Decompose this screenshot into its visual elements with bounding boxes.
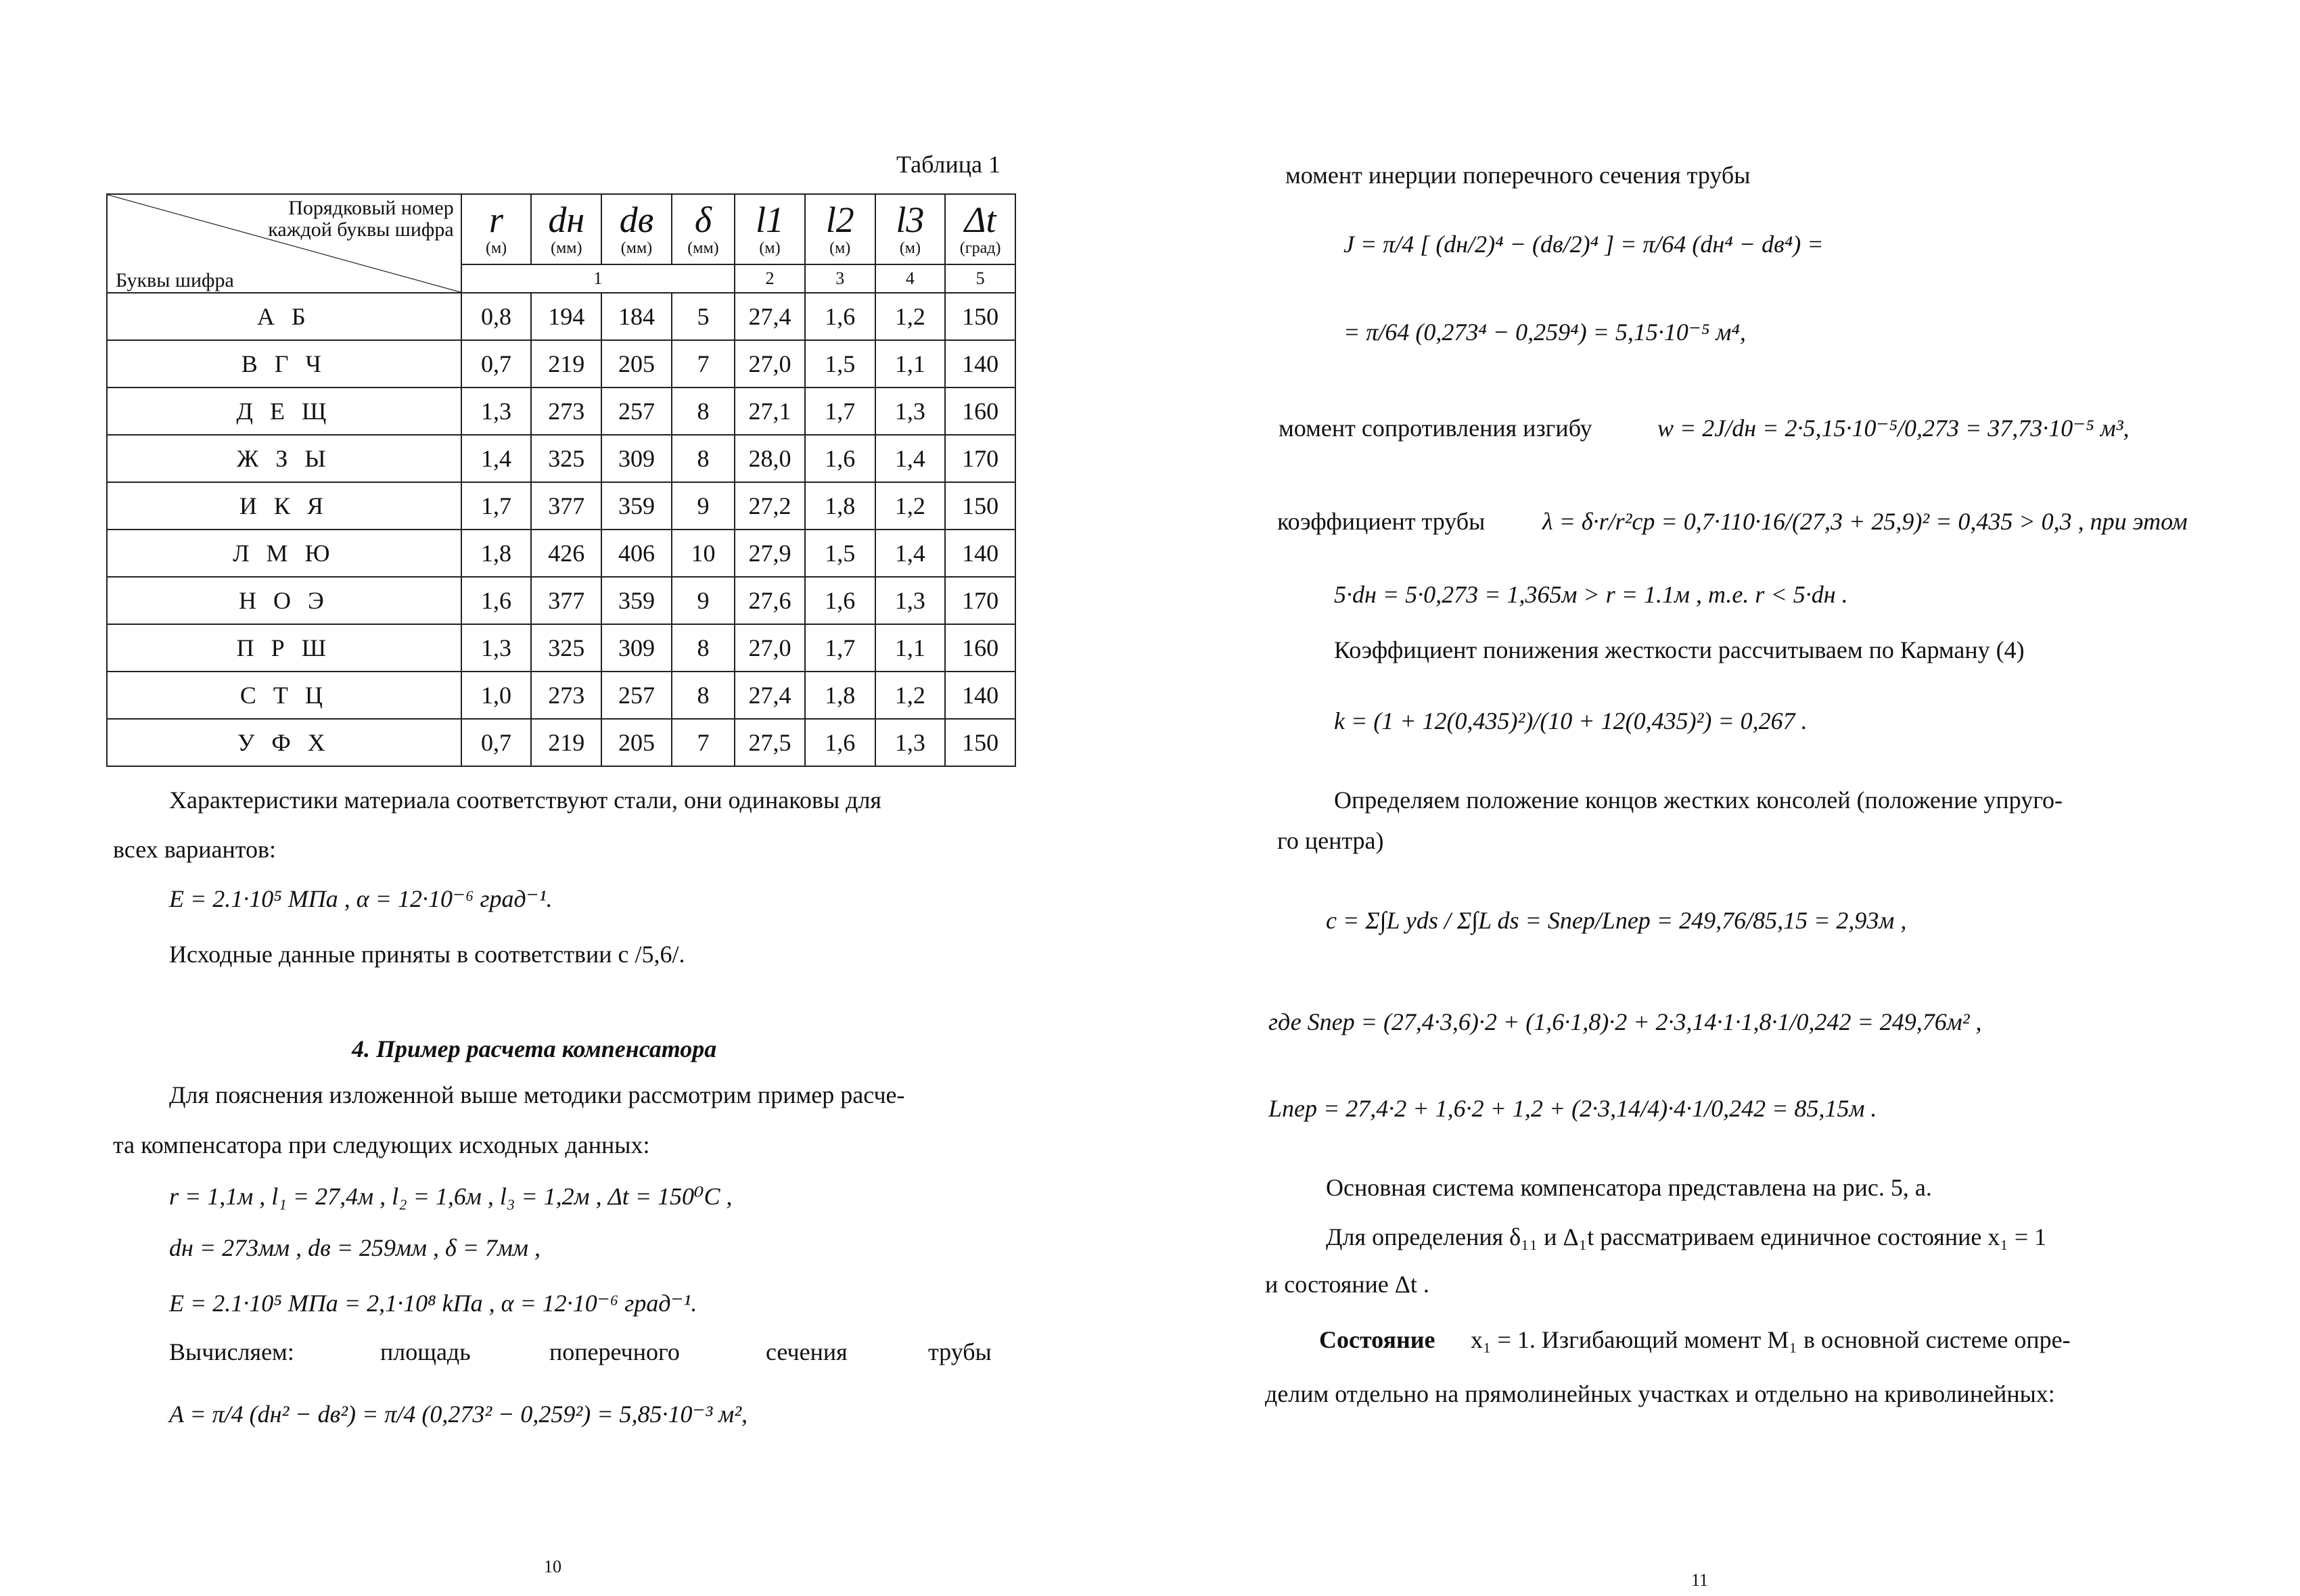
- formula-area: A = π/4 (dн² − dв²) = π/4 (0,273² − 0,259²) = 5,85·10⁻³ м²,: [169, 1401, 748, 1428]
- col-header-dn: dн (мм): [531, 194, 601, 264]
- group-number: 4: [875, 264, 946, 293]
- formula-input-1: r = 1,1м , l₁ = 27,4м , l₂ = 1,6м , l₃ = 1,2м , Δt = 150⁰C ,: [169, 1183, 733, 1210]
- cipher-letters-cell: Ж З Ы: [107, 435, 461, 482]
- para-material-2: всех вариантов:: [113, 836, 276, 863]
- para-compute-4: сечения: [766, 1338, 848, 1365]
- formula-lambda: λ = δ·r/r²ср = 0,7·110·16/(27,3 + 25,9)² = 0,435 > 0,3 , при этом: [1542, 508, 2188, 535]
- value-cell: 273: [531, 388, 601, 435]
- value-cell: 205: [601, 719, 672, 766]
- value-cell: 1,3: [875, 577, 946, 624]
- value-cell: 8: [672, 624, 735, 672]
- formula-c: c = Σ∫L yds / Σ∫L ds = Sпер/Lпер = 249,76/85,15 = 2,93м ,: [1326, 907, 1907, 934]
- value-cell: 140: [945, 340, 1015, 388]
- value-cell: 325: [531, 435, 601, 482]
- value-cell: 406: [601, 530, 672, 577]
- value-cell: 257: [601, 388, 672, 435]
- para-lambda-label: коэффициент трубы: [1277, 508, 1486, 535]
- col-header-l3: l3 (м): [875, 194, 946, 264]
- para-compute-5: трубы: [928, 1338, 992, 1365]
- value-cell: 1,2: [875, 482, 946, 530]
- value-cell: 1,8: [805, 672, 875, 719]
- para-compute-1: Вычисляем:: [169, 1338, 294, 1365]
- table-header-row: [107, 194, 1015, 264]
- value-cell: 194: [531, 293, 601, 340]
- value-cell: 160: [945, 624, 1015, 672]
- value-cell: 1,3: [461, 624, 532, 672]
- para-define-2: и состояние Δt .: [1265, 1271, 1429, 1298]
- table-row: [107, 577, 1015, 624]
- value-cell: 1,3: [461, 388, 532, 435]
- value-cell: 1,8: [461, 530, 532, 577]
- group-number: 1: [461, 264, 735, 293]
- value-cell: 0,8: [461, 293, 532, 340]
- diag-top-label: Порядковый номер каждой буквы шифра: [268, 197, 454, 241]
- cipher-letters-cell: П Р Ш: [107, 624, 461, 672]
- group-number: 5: [945, 264, 1015, 293]
- value-cell: 1,7: [805, 388, 875, 435]
- cipher-letters-cell: Д Е Щ: [107, 388, 461, 435]
- value-cell: 325: [531, 624, 601, 672]
- value-cell: 1,4: [875, 530, 946, 577]
- value-cell: 1,3: [875, 388, 946, 435]
- col-header-delta: δ (мм): [672, 194, 735, 264]
- col-header-r: r (м): [461, 194, 532, 264]
- value-cell: 27,0: [735, 624, 805, 672]
- table-caption: Таблица 1: [896, 151, 1001, 178]
- value-cell: 273: [531, 672, 601, 719]
- para-compute-2: площадь: [380, 1338, 471, 1365]
- table-row: [107, 435, 1015, 482]
- variants-table: [106, 193, 1016, 767]
- value-cell: 27,2: [735, 482, 805, 530]
- para-basic: Основная система компенсатора представлена на рис. 5, а.: [1326, 1174, 1932, 1201]
- cipher-letters-cell: Л М Ю: [107, 530, 461, 577]
- value-cell: 1,4: [875, 435, 946, 482]
- table-row: [107, 672, 1015, 719]
- cipher-letters-cell: Н О Э: [107, 577, 461, 624]
- value-cell: 377: [531, 577, 601, 624]
- formula-input-2: dн = 273мм , dв = 259мм , δ = 7мм ,: [169, 1234, 540, 1261]
- value-cell: 359: [601, 482, 672, 530]
- formula-L: Lпер = 27,4·2 + 1,6·2 + 1,2 + (2·3,14/4)·4·1/0,242 = 85,15м .: [1268, 1095, 1877, 1122]
- table-row: [107, 624, 1015, 672]
- value-cell: 27,4: [735, 293, 805, 340]
- value-cell: 1,5: [805, 530, 875, 577]
- value-cell: 184: [601, 293, 672, 340]
- value-cell: 150: [945, 482, 1015, 530]
- value-cell: 140: [945, 672, 1015, 719]
- value-cell: 219: [531, 340, 601, 388]
- value-cell: 27,9: [735, 530, 805, 577]
- cipher-letters-cell: У Ф Х: [107, 719, 461, 766]
- value-cell: 8: [672, 435, 735, 482]
- para-example-2: та компенсатора при следующих исходных данных:: [113, 1131, 650, 1158]
- value-cell: 7: [672, 340, 735, 388]
- cipher-letters-cell: И К Я: [107, 482, 461, 530]
- value-cell: 1,1: [875, 624, 946, 672]
- value-cell: 150: [945, 293, 1015, 340]
- cipher-letters-cell: А Б: [107, 293, 461, 340]
- value-cell: 9: [672, 482, 735, 530]
- value-cell: 1,4: [461, 435, 532, 482]
- value-cell: 1,7: [805, 624, 875, 672]
- table-body: [107, 293, 1015, 766]
- para-example-1: Для пояснения изложенной выше методики рассмотрим пример расче-: [169, 1081, 905, 1108]
- value-cell: 1,8: [805, 482, 875, 530]
- table-row: [107, 482, 1015, 530]
- value-cell: 27,0: [735, 340, 805, 388]
- para-w-label: момент сопротивления изгибу: [1279, 415, 1592, 442]
- value-cell: 219: [531, 719, 601, 766]
- col-header-l2: l2 (м): [805, 194, 875, 264]
- value-cell: 205: [601, 340, 672, 388]
- value-cell: 5: [672, 293, 735, 340]
- cipher-letters-cell: В Г Ч: [107, 340, 461, 388]
- col-header-l1: l1 (м): [735, 194, 805, 264]
- group-number: 3: [805, 264, 875, 293]
- formula-5dn: 5·dн = 5·0,273 = 1,365м > r = 1.1м , т.е. r < 5·dн .: [1334, 581, 1848, 608]
- value-cell: 1,0: [461, 672, 532, 719]
- value-cell: 27,1: [735, 388, 805, 435]
- table-row: [107, 719, 1015, 766]
- table-row: [107, 530, 1015, 577]
- value-cell: 170: [945, 435, 1015, 482]
- value-cell: 27,5: [735, 719, 805, 766]
- value-cell: 27,6: [735, 577, 805, 624]
- para-define-1: Для определения δ₁₁ и Δ₁t рассматриваем единичное состояние x₁ = 1: [1326, 1223, 2047, 1250]
- formula-k: k = (1 + 12(0,435)²)/(10 + 12(0,435)²) = 0,267 .: [1334, 707, 1808, 734]
- value-cell: 359: [601, 577, 672, 624]
- value-cell: 8: [672, 388, 735, 435]
- col-header-dv: dв (мм): [601, 194, 672, 264]
- para-compute-3: поперечного: [549, 1338, 680, 1365]
- value-cell: 1,7: [461, 482, 532, 530]
- value-cell: 9: [672, 577, 735, 624]
- para-material-1: Характеристики материала соответствуют стали, они одинаковы для: [169, 787, 881, 814]
- page-number: 11: [1691, 1570, 1709, 1590]
- value-cell: 8: [672, 672, 735, 719]
- value-cell: 309: [601, 624, 672, 672]
- para-inertia: момент инерции поперечного сечения трубы: [1285, 162, 1751, 189]
- diagonal-header-cell: [107, 194, 461, 293]
- value-cell: 1,6: [805, 293, 875, 340]
- value-cell: 1,6: [805, 435, 875, 482]
- formula-E: E = 2.1·10⁵ МПа , α = 12·10⁻⁶ град⁻¹.: [169, 885, 553, 912]
- value-cell: 1,6: [461, 577, 532, 624]
- value-cell: 1,6: [805, 719, 875, 766]
- section-heading: 4. Пример расчета компенсатора: [352, 1035, 717, 1062]
- para-karman: Коэффициент понижения жесткости рассчитываем по Карману (4): [1334, 636, 2025, 663]
- para-source: Исходные данные приняты в соответствии с /5,6/.: [169, 941, 685, 968]
- formula-input-3: E = 2.1·10⁵ МПа = 2,1·10⁸ kПа , α = 12·10⁻⁶ град⁻¹.: [169, 1290, 697, 1317]
- table-row: [107, 340, 1015, 388]
- value-cell: 1,1: [875, 340, 946, 388]
- value-cell: 170: [945, 577, 1015, 624]
- value-cell: 150: [945, 719, 1015, 766]
- page-number: 10: [544, 1557, 561, 1576]
- value-cell: 0,7: [461, 719, 532, 766]
- diag-bottom-label: Буквы шифра: [116, 268, 234, 291]
- para-state-1: x₁ = 1. Изгибающий момент M₁ в основной системе опре-: [1471, 1326, 2071, 1353]
- para-center-1: Определяем положение концов жестких консолей (положение упруго-: [1334, 787, 2063, 814]
- formula-S: где Sпер = (27,4·3,6)·2 + (1,6·1,8)·2 + 2·3,14·1·1,8·1/0,242 = 249,76м² ,: [1268, 1008, 1982, 1035]
- formula-w: w = 2J/dн = 2·5,15·10⁻⁵/0,273 = 37,73·10⁻⁵ м³,: [1657, 415, 2130, 442]
- value-cell: 257: [601, 672, 672, 719]
- col-header-dt: Δt (град): [945, 194, 1015, 264]
- para-state-bold: Состояние: [1319, 1326, 1435, 1353]
- value-cell: 1,2: [875, 293, 946, 340]
- para-center-2: го центра): [1277, 827, 1384, 854]
- table-row: [107, 388, 1015, 435]
- value-cell: 1,3: [875, 719, 946, 766]
- para-state-2: делим отдельно на прямолинейных участках и отдельно на криволинейных:: [1265, 1380, 2055, 1407]
- value-cell: 140: [945, 530, 1015, 577]
- value-cell: 28,0: [735, 435, 805, 482]
- formula-J2: = π/64 (0,273⁴ − 0,259⁴) = 5,15·10⁻⁵ м⁴,: [1343, 319, 1746, 346]
- value-cell: 377: [531, 482, 601, 530]
- cipher-letters-cell: С Т Ц: [107, 672, 461, 719]
- value-cell: 1,5: [805, 340, 875, 388]
- value-cell: 10: [672, 530, 735, 577]
- value-cell: 1,6: [805, 577, 875, 624]
- value-cell: 7: [672, 719, 735, 766]
- group-number: 2: [735, 264, 805, 293]
- right-page: [1150, 0, 2300, 1596]
- formula-J1: J = π/4 [ (dн/2)⁴ − (dв/2)⁴ ] = π/64 (dн⁴ − dв⁴) =: [1343, 231, 1824, 258]
- table-row: [107, 293, 1015, 340]
- value-cell: 426: [531, 530, 601, 577]
- value-cell: 27,4: [735, 672, 805, 719]
- value-cell: 309: [601, 435, 672, 482]
- value-cell: 0,7: [461, 340, 532, 388]
- value-cell: 160: [945, 388, 1015, 435]
- value-cell: 1,2: [875, 672, 946, 719]
